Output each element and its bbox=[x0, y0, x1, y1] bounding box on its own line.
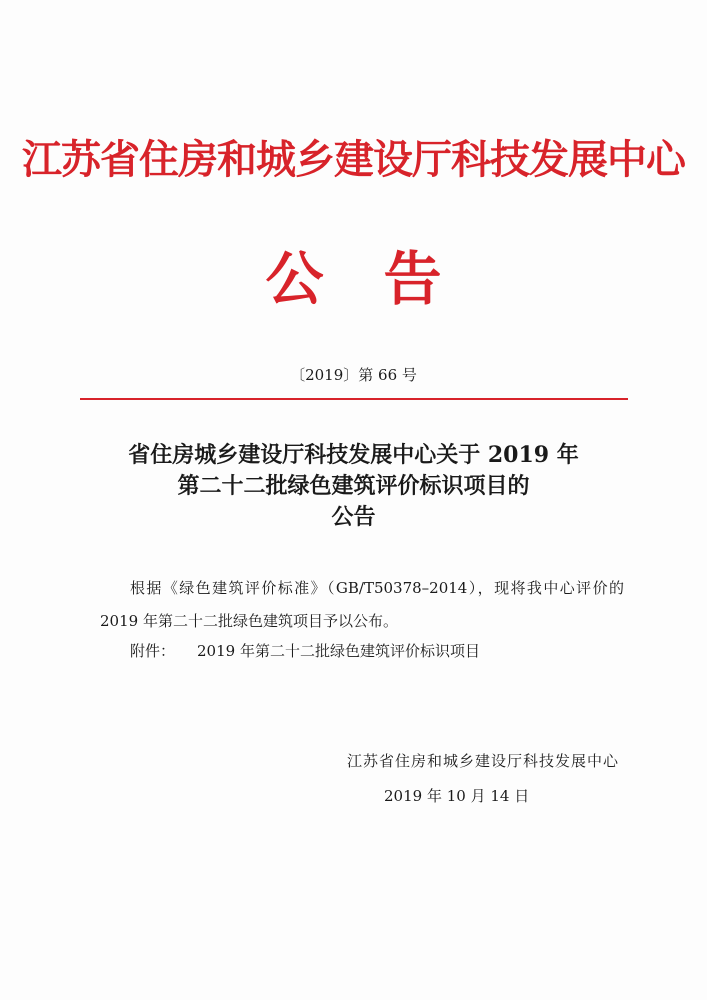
signoff-date: 2019 年 10 月 14 日 bbox=[384, 787, 530, 805]
issuer-heading: 江苏省住房和城乡建设厅科技发展中心 bbox=[22, 136, 685, 183]
notice-body-paragraph: 根据《绿色建筑评价标准》（GB/T50378–2014），现将我中心评价的 2019 年第二十二批绿色建筑项目予以公布。 bbox=[100, 579, 624, 630]
attachment-label: 附件： bbox=[130, 642, 176, 660]
notice-title bbox=[60, 440, 647, 533]
notice-title-line-1: 省住房城乡建设厅科技发展中心关于 2019 年 bbox=[128, 442, 579, 468]
notice-title-line-2: 第二十二批绿色建筑评价标识项目的 bbox=[177, 473, 530, 499]
red-divider-line bbox=[80, 398, 628, 400]
attachment-line bbox=[130, 640, 480, 661]
attachment-text: 2019 年第二十二批绿色建筑评价标识项目 bbox=[197, 642, 480, 660]
notice-title-line-3: 公告 bbox=[331, 504, 376, 530]
document-type-heading: 公告 bbox=[265, 245, 502, 313]
document-number: 〔2019〕第 66 号 bbox=[290, 366, 417, 384]
notice-body bbox=[100, 572, 624, 638]
signoff-organization: 江苏省住房和城乡建设厅科技发展中心 bbox=[346, 752, 619, 770]
